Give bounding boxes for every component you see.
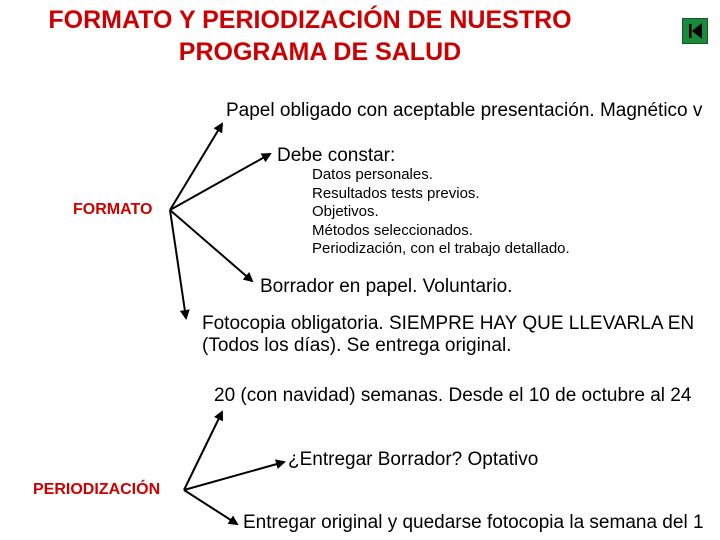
fotocopia-line-2: (Todos los días). Se entrega original.: [202, 335, 512, 356]
semanas-text: 20 (con navidad) semanas. Desde el 10 de octubre al 24: [214, 385, 692, 406]
fotocopia-line-1: Fotocopia obligatoria. SIEMPRE HAY QUE LLEVARLA EN: [202, 313, 695, 334]
borrador-text: Borrador en papel. Voluntario.: [260, 276, 513, 297]
debe-constar-text: Debe constar:: [277, 145, 396, 166]
list-item: Resultados tests previos.: [312, 184, 480, 202]
borrador-optativo-text: ¿Entregar Borrador? Optativo: [288, 449, 539, 470]
arrow-to-debe-constar: [170, 154, 270, 210]
arrow-to-fotocopia: [170, 210, 186, 318]
fotocopia-text: [202, 313, 694, 357]
entregar-text: Entregar original y quedarse fotocopia la semana del 1: [243, 512, 704, 533]
arrow-to-borrador-opt: [184, 462, 284, 490]
formato-label: FORMATO: [73, 201, 153, 218]
arrow-to-borrador: [170, 210, 252, 281]
list-item: Objetivos.: [312, 203, 379, 220]
list-item: Periodización, con el trabajo detallado.: [312, 240, 570, 257]
arrow-to-papel: [170, 124, 222, 210]
title-line-1: FORMATO Y PERIODIZACIÓN DE NUESTRO: [48, 6, 572, 34]
arrow-to-semanas: [184, 412, 222, 490]
debe-constar-list: [312, 166, 570, 259]
arrow-to-entregar: [184, 490, 237, 524]
papel-text: Papel obligado con aceptable presentación. Magnético v: [226, 100, 703, 121]
periodizacion-label: PERIODIZACIÓN: [33, 481, 161, 498]
list-item: Métodos seleccionados.: [312, 221, 473, 239]
list-item: Datos personales.: [312, 166, 433, 183]
title-line-2: PROGRAMA DE SALUD: [178, 38, 462, 66]
